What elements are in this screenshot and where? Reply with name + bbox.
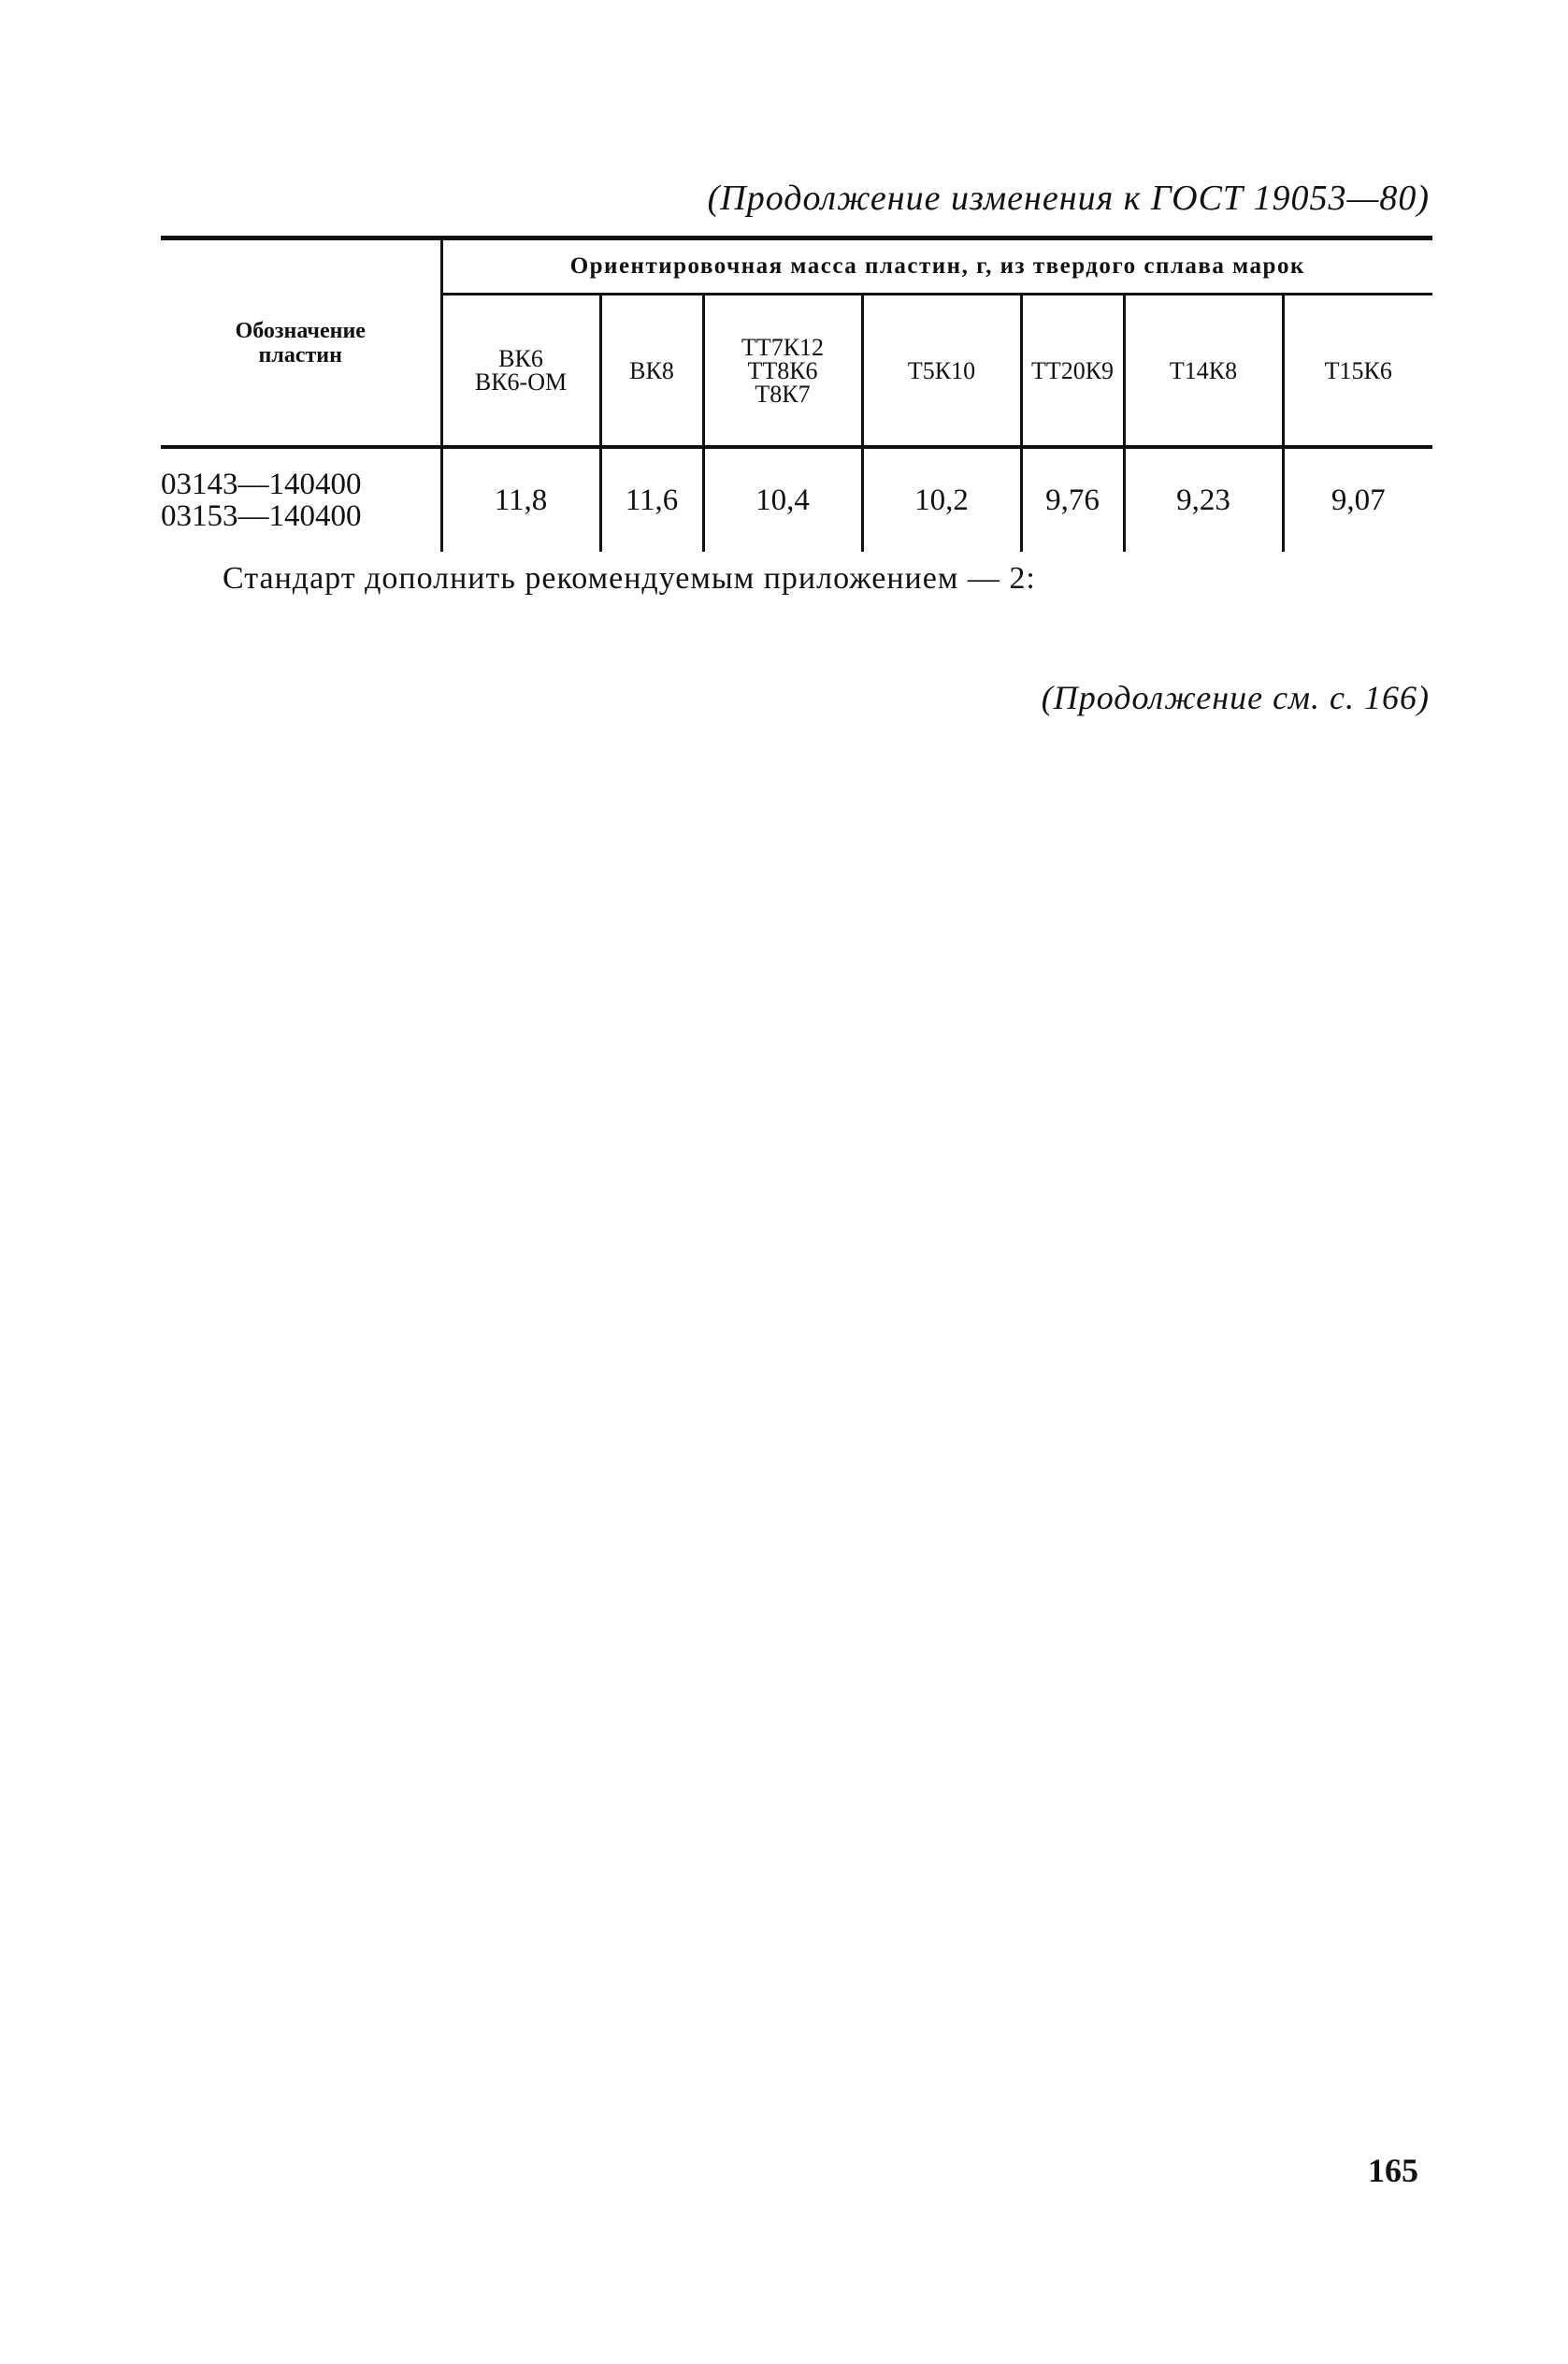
designation-column-header xyxy=(161,238,441,448)
grade-label: ТТ7К12 xyxy=(741,333,825,361)
designation-code: 03153—140400 xyxy=(161,499,362,533)
grade-label: Т8К7 xyxy=(755,380,811,408)
mass-value-cell: 9,76 xyxy=(1021,447,1124,552)
grade-header-vk6 xyxy=(441,295,600,448)
mass-group-header: Ориентировочная масса пластин, г, из твердого сплава марок xyxy=(441,238,1432,295)
grade-label: Т15К6 xyxy=(1324,356,1392,384)
grade-header-t15k6 xyxy=(1283,295,1432,448)
designation-header-line: Обозначение xyxy=(235,318,366,343)
mass-value-cell: 9,07 xyxy=(1331,483,1386,517)
grade-header-t14k8 xyxy=(1124,295,1283,448)
grade-header-t5k10 xyxy=(862,295,1021,448)
grade-label: ВК6 xyxy=(498,345,543,372)
grade-label: Т5К10 xyxy=(907,356,976,384)
mass-value-cell: 9,23 xyxy=(1124,447,1283,552)
mass-value-cell: 11,8 xyxy=(441,447,600,552)
continuation-footer: (Продолжение см. с. 166) xyxy=(1041,679,1430,716)
designation-cell xyxy=(161,447,441,552)
continuation-header: (Продолжение изменения к ГОСТ 19053—80) xyxy=(707,179,1430,218)
grade-label: ВК6-ОМ xyxy=(474,368,568,396)
mass-value-cell: 11,6 xyxy=(600,447,703,552)
designation-code: 03143—140400 xyxy=(161,468,362,501)
grade-header-tt20k9 xyxy=(1021,295,1124,448)
grade-label: ВК8 xyxy=(629,356,674,384)
grade-label: ТТ20К9 xyxy=(1030,356,1115,384)
table-header-row xyxy=(161,238,1432,295)
mass-value-cell: 10,2 xyxy=(862,447,1021,552)
mass-table xyxy=(161,236,1432,552)
designation-header-line: пластин xyxy=(258,342,342,368)
grade-header-tt7k12 xyxy=(703,295,862,448)
supplement-text: Стандарт дополнить рекомендуемым приложением — 2: xyxy=(223,561,1036,596)
mass-value-cell: 10,4 xyxy=(703,447,862,552)
grade-label: Т14К8 xyxy=(1169,356,1238,384)
table-row xyxy=(161,447,1432,552)
grade-header-vk8 xyxy=(600,295,703,448)
page-number: 165 xyxy=(1368,2152,1418,2189)
grade-label: ТТ8К6 xyxy=(747,356,818,384)
